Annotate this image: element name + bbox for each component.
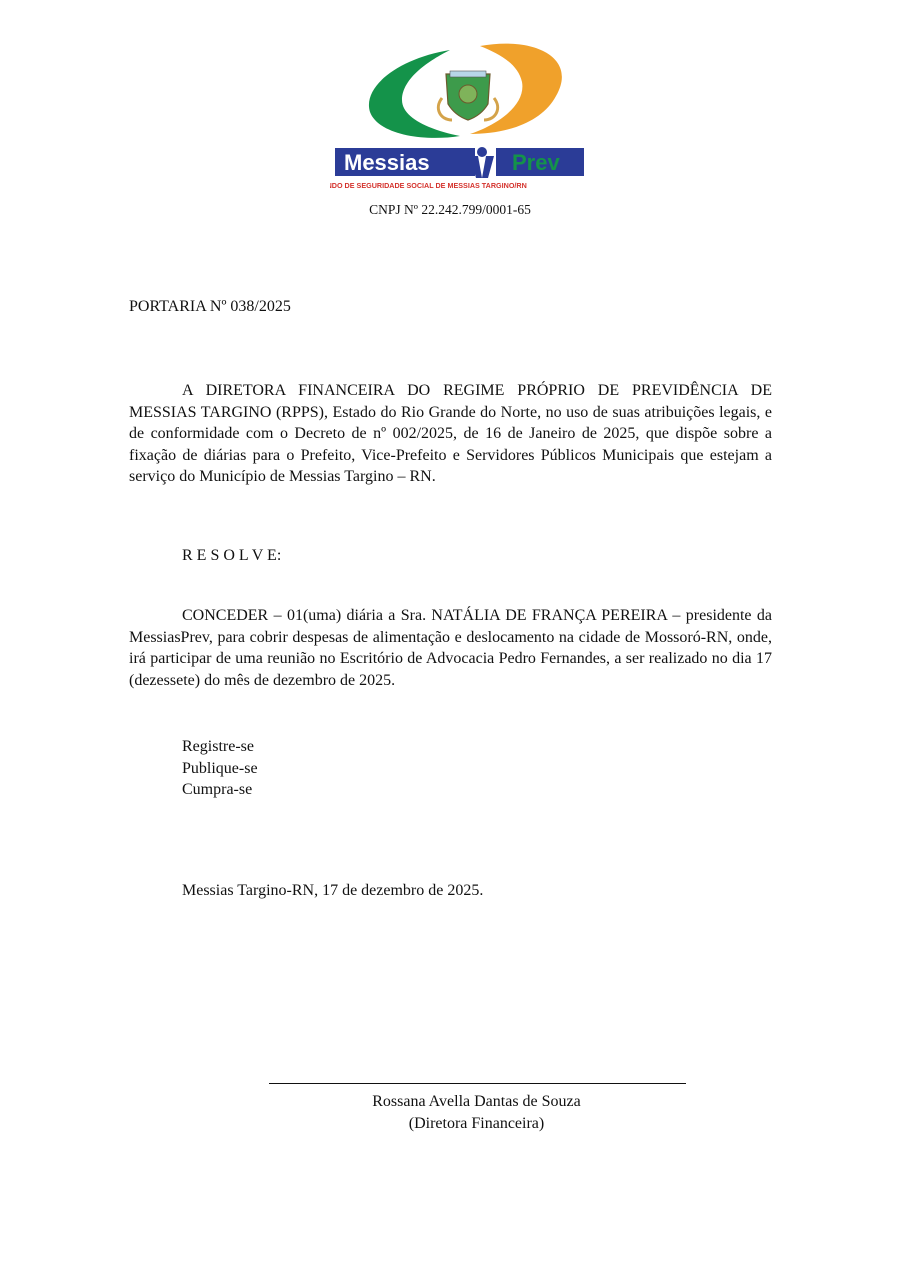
signature-line [269, 1083, 686, 1084]
document-title: PORTARIA Nº 038/2025 [129, 298, 291, 315]
place-date: Messias Targino-RN, 17 de dezembro de 2025. [182, 882, 484, 899]
closing-list [182, 736, 258, 801]
closing-line: Publique-se [182, 759, 258, 777]
signature-block [0, 1091, 900, 1134]
signatory-name: Rossana Avella Dantas de Souza [372, 1093, 581, 1110]
signatory-role: (Diretora Financeira) [408, 1114, 545, 1132]
closing-line: Registre-se [182, 738, 254, 755]
preamble-paragraph: A DIRETORA FINANCEIRA DO REGIME PRÓPRIO DE PREVIDÊNCIA DE MESSIAS TARGINO (RPPS), Estado do Rio Grande do Norte, no uso de suas atribuições legais, e de conformidade com o Decreto de nº 002/2025, de 16 de Janeiro de 2025, que dispõe sobre a fixação de diárias para o Prefeito, Vice-Prefeito e Servidores Públicos Municipais que estejam a serviço do Município de Messias Targino – RN. [129, 382, 772, 485]
closing-line: Cumpra-se [182, 781, 253, 798]
resolve-heading: R E S O L V E: [182, 547, 282, 564]
brand-left-text: Messias [344, 150, 430, 175]
brand-right-text: Prev [512, 150, 560, 175]
concession-paragraph: CONCEDER – 01(uma) diária a Sra. NATÁLIA DE FRANÇA PEREIRA – presidente da MessiasPrev, para cobrir despesas de alimentação e deslocamento na cidade de Mossoró-RN, onde, irá participar de uma reunião no Escritório de Advocacia Pedro Fernandes, a ser realizado no dia 17 (dezessete) do mês de dezembro de 2025. [129, 607, 772, 689]
logo-tagline: FUNDO DE SEGURIDADE SOCIAL DE MESSIAS TARGINO/RN [330, 181, 527, 190]
cnpj-number: CNPJ Nº 22.242.799/0001-65 [369, 202, 531, 217]
messiasprev-logo [330, 38, 620, 198]
seal-icon [438, 71, 497, 120]
